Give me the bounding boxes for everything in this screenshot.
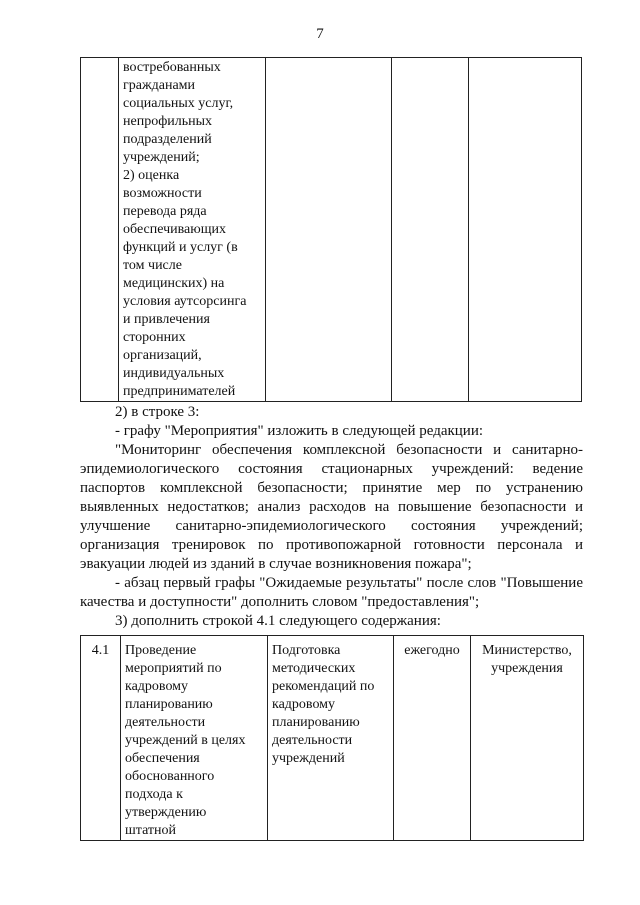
cell-text-line: востребованных: [123, 60, 221, 75]
cell-text-line: гражданами: [123, 78, 196, 93]
results-text: [272, 642, 389, 768]
cell-text-line: рекомендаций по: [272, 679, 375, 694]
cell-text-line: индивидуальных: [123, 366, 225, 381]
cell-text-line: учреждений в целях: [125, 733, 246, 748]
cell-text-line: предпринимателей: [123, 384, 236, 399]
amendment-text: [80, 403, 583, 631]
table-cell-results: [266, 58, 392, 402]
cell-text-line: планированию: [125, 697, 213, 712]
table-cell-term: [392, 58, 469, 402]
cell-text-line: учреждений;: [123, 150, 200, 165]
page-number: 7: [316, 26, 324, 42]
cell-text-line: обеспечения: [125, 751, 200, 766]
cell-text-line: сторонних: [123, 330, 186, 345]
executor-text: [475, 642, 579, 678]
cell-text-line: функций и услуг (в: [123, 240, 238, 255]
paragraph-monitoring-text: "Мониторинг обеспечения комплексной безопасности и санитарно-эпидемиологического состояния стационарных учреждений: ведение паспортов комплексной безопасности; принятие мер по устранению выявленных недостатков; анализ расходов на повышение безопасности и улучшение санитарно-эпидемиологического состояния учреждений; организация тренировок по противопожарной готовности персонала и эвакуации людей из зданий в случае возникновения пожара";: [80, 442, 583, 572]
cell-text-line: подхода к: [125, 787, 183, 802]
table-row: [81, 58, 582, 402]
cell-text-line: Министерство,: [482, 643, 572, 658]
cell-text-line: Подготовка: [272, 643, 341, 658]
cell-text-line: и привлечения: [123, 312, 210, 327]
table-row: [81, 636, 584, 841]
cell-text-line: деятельности: [125, 715, 206, 730]
cell-text-line: подразделений: [123, 132, 212, 147]
cell-text-line: кадровому: [272, 697, 336, 712]
table-top-continuation: [80, 57, 582, 402]
cell-text-line: условия аутсорсинга: [123, 294, 247, 309]
table-cell-measures: [121, 636, 268, 841]
cell-text-line: 2) оценка: [123, 168, 180, 183]
table-cell-results: [268, 636, 394, 841]
table-cell-number: [81, 58, 119, 402]
cell-text-line: методических: [272, 661, 356, 676]
cell-text-line: мероприятий по: [125, 661, 222, 676]
table-cell-measures: [119, 58, 266, 402]
paragraph-measures-column: - графу "Мероприятия" изложить в следующей редакции:: [115, 423, 484, 439]
cell-text-line: организаций,: [123, 348, 202, 363]
cell-text-line: кадровому: [125, 679, 189, 694]
table-new-row: [80, 635, 584, 841]
table-cell-executor: [471, 636, 584, 841]
paragraph-row3: 2) в строке 3:: [115, 404, 200, 420]
measures-text: [123, 59, 261, 401]
cell-text-line: деятельности: [272, 733, 353, 748]
paragraph-add-row: 3) дополнить строкой 4.1 следующего содержания:: [115, 613, 441, 629]
table-cell-number: 4.1: [81, 636, 121, 841]
cell-text-line: Проведение: [125, 643, 197, 658]
table-cell-executor: [469, 58, 582, 402]
cell-text-line: медицинских) на: [123, 276, 225, 291]
cell-text-line: обоснованного: [125, 769, 215, 784]
cell-text-line: социальных услуг,: [123, 96, 234, 111]
cell-text-line: перевода ряда: [123, 204, 207, 219]
cell-text-line: учреждения: [491, 661, 563, 676]
cell-text-line: учреждений: [272, 751, 345, 766]
cell-text-line: планированию: [272, 715, 360, 730]
measures-text: [125, 642, 263, 840]
paragraph-expected-results: - абзац первый графы "Ожидаемые результаты" после слов "Повышение качества и доступности" дополнить словом "предоставления";: [80, 575, 583, 610]
cell-text-line: непрофильных: [123, 114, 213, 129]
cell-text-line: том числе: [123, 258, 182, 273]
table-cell-term: ежегодно: [394, 636, 471, 841]
cell-text-line: возможности: [123, 186, 202, 201]
cell-text-line: штатной: [125, 823, 177, 838]
cell-text-line: утверждению: [125, 805, 207, 820]
cell-text-line: обеспечивающих: [123, 222, 226, 237]
